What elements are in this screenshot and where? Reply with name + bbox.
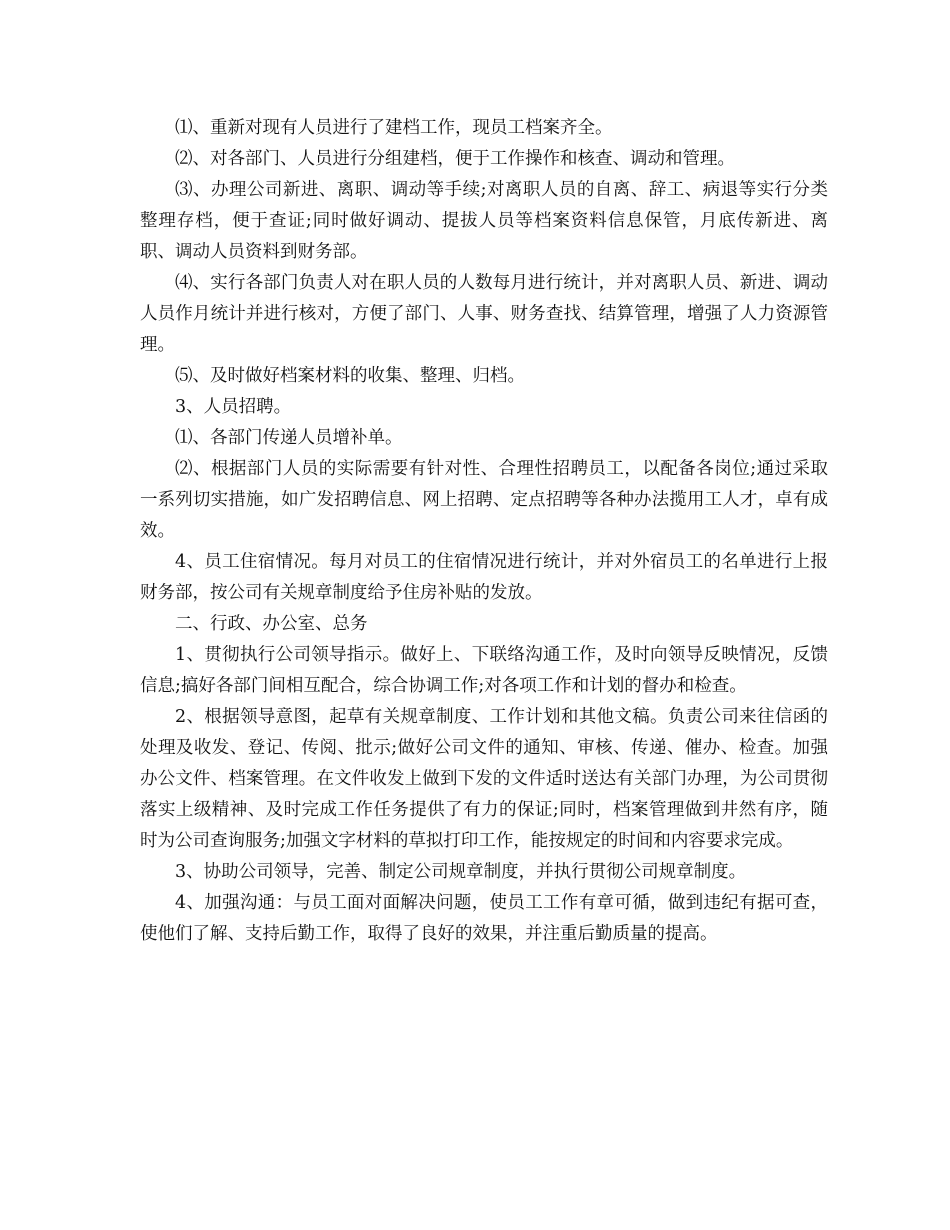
paragraph-archive-2: ⑵、对各部门、人员进行分组建档，便于工作操作和核查、调动和管理。 xyxy=(175,149,735,169)
document-body xyxy=(140,113,828,950)
paragraph-admin-2: 2、根据领导意图，起草有关规章制度、工作计划和其他文稿。负责公司来往信函的处理及收发、登记、传阅、批示;做好公司文件的通知、审核、传递、催办、检查。加强办公文件、档案管理。在文件收发上做到下发的文件适时送达有关部门办理，为公司贯彻落实上级精神、及时完成工作任务提供了有力的保证;同时，档案管理做到井然有序，随时为公司查询服务;加强文字材料的草拟打印工作，能按规定的时间和内容要求完成。 xyxy=(140,707,828,851)
paragraph-archive-5: ⑸、及时做好档案材料的收集、整理、归档。 xyxy=(175,366,525,386)
paragraph-accommodation: 4、员工住宿情况。每月对员工的住宿情况进行统计，并对外宿员工的名单进行上报财务部，按公司有关规章制度给予住房补贴的发放。 xyxy=(140,552,828,603)
paragraph-admin-1: 1、贯彻执行公司领导指示。做好上、下联络沟通工作，及时向领导反映情况，反馈信息;搞好各部门间相互配合，综合协调工作;对各项工作和计划的督办和检查。 xyxy=(140,645,828,696)
paragraph-archive-1: ⑴、重新对现有人员进行了建档工作，现员工档案齐全。 xyxy=(175,118,613,138)
section-heading-recruitment: 3、人员招聘。 xyxy=(175,397,292,417)
paragraph-recruitment-1: ⑴、各部门传递人员增补单。 xyxy=(175,428,403,448)
section-heading-administration: 二、行政、办公室、总务 xyxy=(175,614,368,634)
paragraph-archive-4: ⑷、实行各部门负责人对在职人员的人数每月进行统计，并对离职人员、新进、调动人员作月统计并进行核对，方便了部门、人事、财务查找、结算管理，增强了人力资源管理。 xyxy=(140,273,828,355)
paragraph-recruitment-2: ⑵、根据部门人员的实际需要有针对性、合理性招聘员工，以配备各岗位;通过采取一系列切实措施，如广发招聘信息、网上招聘、定点招聘等各种办法揽用工人才，卓有成效。 xyxy=(140,459,828,541)
paragraph-archive-3: ⑶、办理公司新进、离职、调动等手续;对离职人员的自离、辞工、病退等实行分类整理存档，便于查证;同时做好调动、提拔人员等档案资料信息保管，月底传新进、离职、调动人员资料到财务部。 xyxy=(140,180,828,262)
paragraph-admin-4: 4、加强沟通：与员工面对面解决问题，使员工工作有章可循，做到违纪有据可查，使他们了解、支持后勤工作，取得了良好的效果，并注重后勤质量的提高。 xyxy=(140,893,828,944)
paragraph-admin-3: 3、协助公司领导，完善、制定公司规章制度，并执行贯彻公司规章制度。 xyxy=(175,862,747,882)
